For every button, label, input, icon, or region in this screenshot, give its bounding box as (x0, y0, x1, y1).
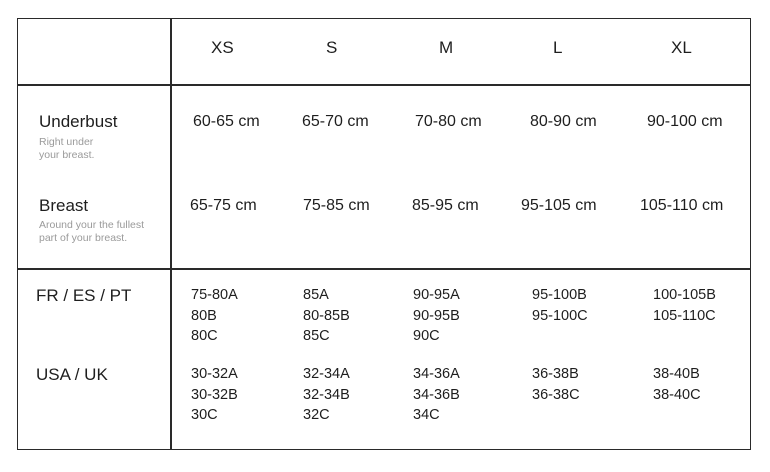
fr-cell-m (413, 285, 460, 347)
breast-value-m: 85-95 cm (412, 197, 479, 214)
size-header-l: L (553, 38, 563, 57)
us-cell-xs (191, 364, 238, 426)
breast-hint-line-1: Around your the fullest (39, 219, 145, 231)
breast-value-xs: 65-75 cm (190, 197, 257, 214)
us-xl-line: 38-40B (653, 366, 700, 382)
us-xs-line: 30C (191, 407, 218, 423)
breast-value-xl: 105-110 cm (640, 197, 724, 214)
fr-l-line: 95-100C (532, 307, 588, 324)
breast-value-l: 95-105 cm (521, 197, 597, 214)
us-m-line: 34-36A (413, 366, 460, 382)
fr-s-line: 80-85B (303, 307, 350, 324)
us-m-line: 34C (413, 407, 440, 423)
fr-m-line: 90-95A (413, 287, 460, 303)
us-s-line: 32-34A (303, 366, 350, 382)
size-header-xl: XL (671, 38, 692, 57)
size-header-m: M (439, 38, 454, 57)
us-s-line: 32C (303, 407, 330, 423)
underbust-hint-line-1: Right under (39, 136, 94, 148)
underbust-value-xl: 90-100 cm (647, 113, 723, 130)
column-divider (170, 18, 172, 450)
us-s-line: 32-34B (303, 386, 350, 403)
underbust-hint-line-2: your breast. (39, 149, 95, 161)
fr-s-line: 85A (303, 287, 329, 303)
fr-cell-xl (653, 285, 716, 326)
fr-cell-s (303, 285, 350, 347)
fr-es-pt-label: FR / ES / PT (36, 286, 132, 305)
underbust-value-m: 70-80 cm (415, 113, 482, 130)
fr-l-line: 95-100B (532, 287, 587, 303)
fr-s-line: 85C (303, 328, 330, 344)
fr-m-line: 90-95B (413, 307, 460, 324)
fr-xl-line: 105-110C (653, 307, 716, 324)
header-divider (17, 84, 751, 86)
us-xl-line: 38-40C (653, 386, 701, 403)
us-l-line: 36-38C (532, 386, 580, 403)
fr-m-line: 90C (413, 328, 440, 344)
us-cell-s (303, 364, 350, 426)
underbust-value-s: 65-70 cm (302, 113, 369, 130)
breast-hint-line-2: part of your breast. (39, 232, 128, 244)
us-m-line: 34-36B (413, 386, 460, 403)
us-xs-line: 30-32A (191, 366, 238, 382)
us-cell-xl (653, 364, 701, 405)
fr-xs-line: 75-80A (191, 287, 238, 303)
underbust-value-l: 80-90 cm (530, 113, 597, 130)
us-xs-line: 30-32B (191, 386, 238, 403)
section-divider (17, 268, 751, 270)
fr-xs-line: 80C (191, 328, 218, 344)
breast-label: Breast (39, 196, 89, 215)
fr-cell-l (532, 285, 588, 326)
us-l-line: 36-38B (532, 366, 579, 382)
size-header-xs: XS (211, 38, 234, 57)
underbust-value-xs: 60-65 cm (193, 113, 260, 130)
underbust-label: Underbust (39, 112, 118, 131)
us-cell-m (413, 364, 460, 426)
fr-xl-line: 100-105B (653, 287, 716, 303)
breast-value-s: 75-85 cm (303, 197, 370, 214)
fr-xs-line: 80B (191, 307, 217, 324)
size-header-s: S (326, 38, 338, 57)
fr-cell-xs (191, 285, 238, 347)
us-cell-l (532, 364, 580, 405)
usa-uk-label: USA / UK (36, 365, 108, 384)
